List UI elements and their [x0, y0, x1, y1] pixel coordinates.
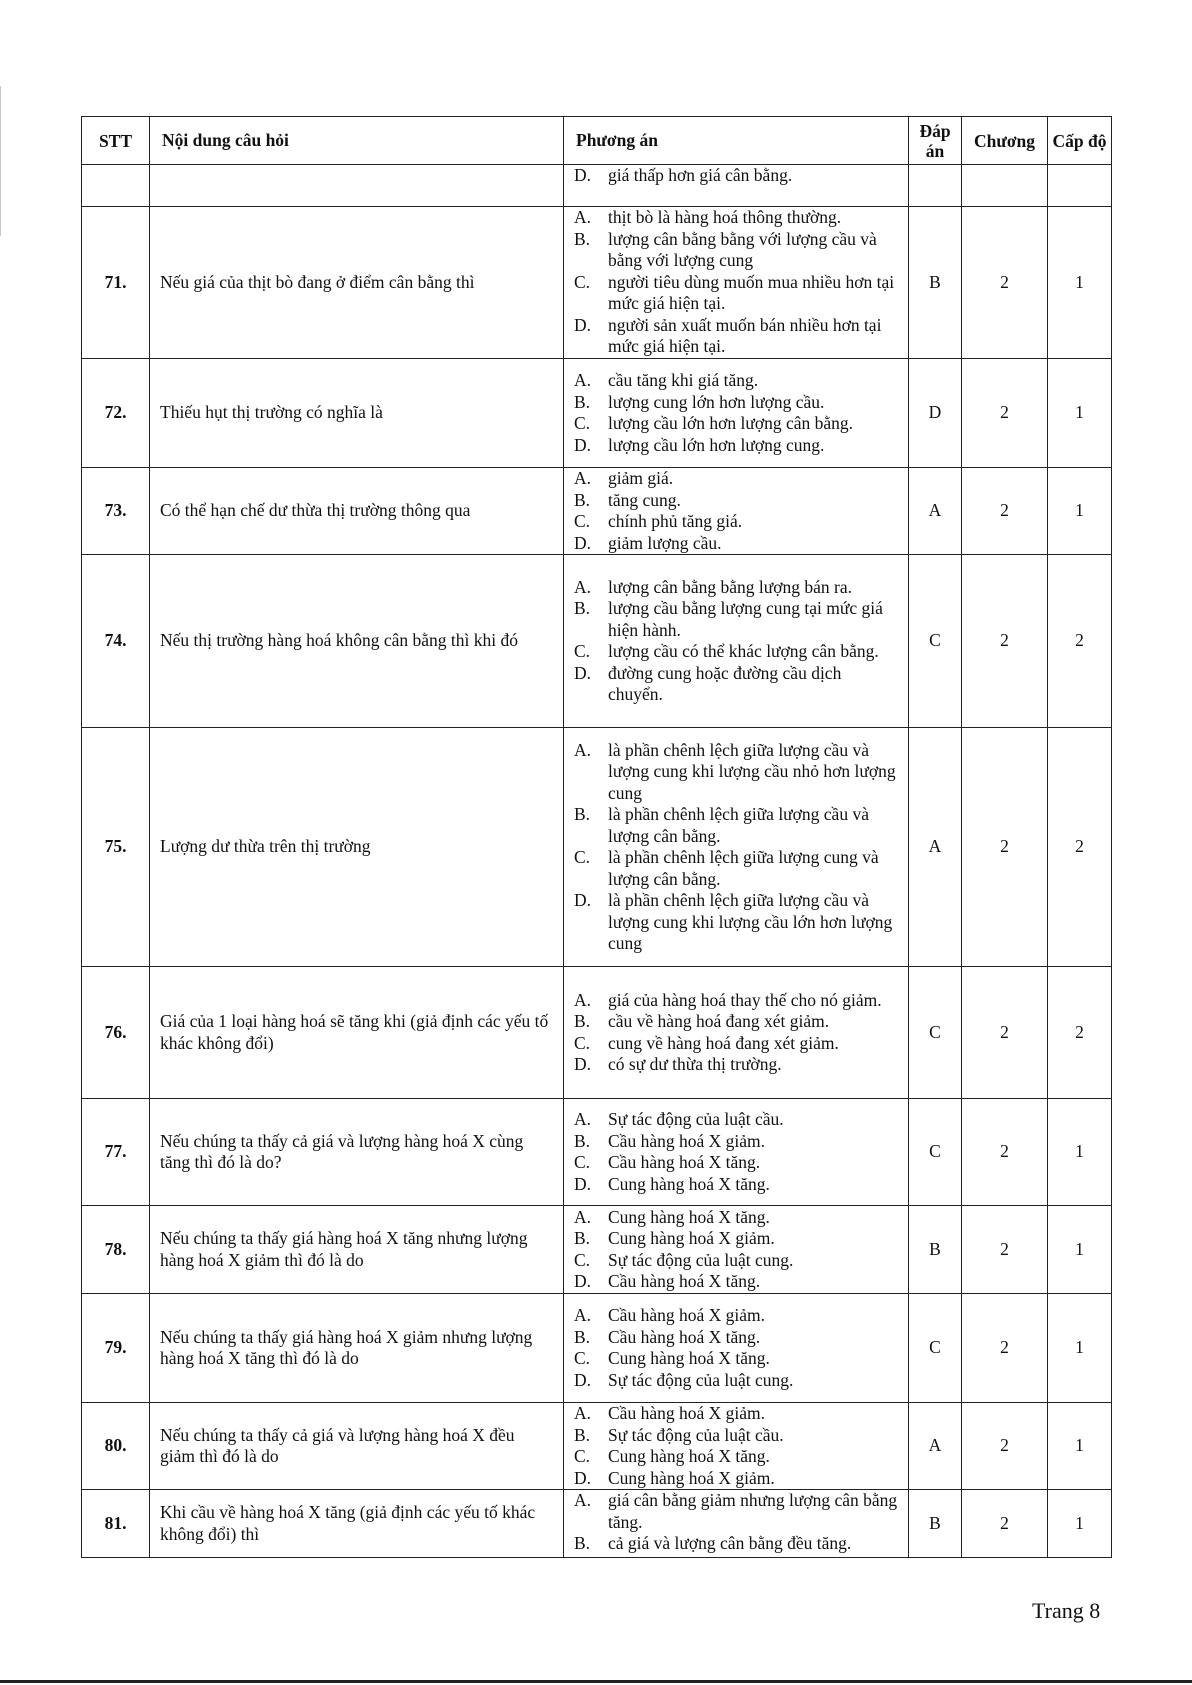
question-number: 78.: [82, 1206, 150, 1294]
option-text: Sự tác động của luật cung.: [608, 1369, 794, 1390]
question-number: 74.: [82, 555, 150, 728]
option-key: D.: [574, 1369, 592, 1390]
option-key: D.: [574, 1271, 592, 1291]
chapter-cell: 2: [962, 555, 1048, 728]
question-sheet: [81, 116, 1112, 1558]
option-text: cầu về hàng hoá đang xét giảm.: [608, 1011, 830, 1031]
option-key: A.: [574, 370, 592, 390]
chapter-cell: 2: [962, 728, 1048, 967]
option: [574, 533, 900, 555]
question-number: 77.: [82, 1099, 150, 1206]
question-row: [82, 1403, 1112, 1490]
header-answer: Đáp án: [909, 117, 962, 165]
question-text: Khi cầu về hàng hoá X tăng (giả định các yếu tố khác không đổi) thì: [150, 1490, 564, 1558]
question-number: 71.: [82, 207, 150, 359]
option: [574, 641, 900, 663]
option: [574, 370, 900, 392]
question-row: [82, 1099, 1112, 1206]
chapter-cell: 2: [962, 1294, 1048, 1403]
options-cell: [564, 1206, 909, 1294]
level-cell: 1: [1048, 468, 1112, 555]
option: [574, 1490, 900, 1533]
option-text: Cung hàng hoá X tăng.: [608, 1348, 770, 1368]
option-key: D.: [574, 662, 592, 683]
option-text: giá thấp hơn giá cân bằng.: [608, 165, 793, 185]
question-number: 79.: [82, 1294, 150, 1403]
option-text: lượng cân bằng bằng với lượng cầu và bằng với lượng cung: [608, 228, 877, 271]
option: [574, 1250, 900, 1272]
option: [574, 740, 900, 805]
option-key: A.: [574, 1109, 592, 1129]
option: [574, 1228, 900, 1250]
option-text: Cầu hàng hoá X tăng.: [608, 1271, 761, 1291]
level-cell: 1: [1048, 1294, 1112, 1403]
option-text: Sự tác động của luật cung.: [608, 1249, 794, 1270]
level-cell: 1: [1048, 1206, 1112, 1294]
option-key: B.: [574, 804, 591, 824]
option-text: lượng cân bằng bằng lượng bán ra.: [608, 576, 853, 597]
option: [574, 1207, 900, 1229]
option-text: cả giá và lượng cân bằng đều tăng.: [608, 1533, 852, 1553]
option-key: D.: [574, 890, 592, 910]
option-text: thịt bò là hàng hoá thông thường.: [608, 207, 842, 228]
option-key: A.: [574, 468, 592, 488]
option-text: Sự tác động của luật cầu.: [608, 1109, 784, 1129]
question-number: 80.: [82, 1403, 150, 1490]
option-text: Cung hàng hoá X tăng.: [608, 1173, 770, 1194]
chapter-cell: 2: [962, 359, 1048, 468]
question-text: Nếu giá của thịt bò đang ở điểm cân bằng thì: [150, 207, 564, 359]
option: [574, 468, 900, 490]
option-key: C.: [574, 1446, 591, 1466]
option-key: C.: [574, 1032, 591, 1053]
option-key: C.: [574, 847, 591, 867]
option-key: D.: [574, 1173, 592, 1194]
option: [574, 229, 900, 272]
answer-cell: B: [909, 1206, 962, 1294]
chapter-cell: 2: [962, 468, 1048, 555]
options-cell: [564, 1099, 909, 1206]
option-key: A.: [574, 1305, 592, 1325]
option: [574, 577, 900, 599]
level-cell: 1: [1048, 1403, 1112, 1490]
level-cell: 1: [1048, 359, 1112, 468]
chapter-cell: 2: [962, 207, 1048, 359]
option-text: Cầu hàng hoá X tăng.: [608, 1326, 761, 1347]
option-text: Cung hàng hoá X giảm.: [608, 1228, 775, 1248]
option-key: D.: [574, 434, 592, 455]
level-cell: 1: [1048, 1099, 1112, 1206]
option-text: chính phủ tăng giá.: [608, 511, 743, 531]
question-text: Lượng dư thừa trên thị trường: [150, 728, 564, 967]
option-text: lượng cầu lớn hơn lượng cung.: [608, 434, 825, 455]
answer-cell: C: [909, 967, 962, 1099]
option: [574, 511, 900, 533]
option: [574, 272, 900, 315]
option-text: Cầu hàng hoá X giảm.: [608, 1403, 765, 1423]
option-key: C.: [574, 641, 591, 661]
answer-cell: C: [909, 1099, 962, 1206]
answer-cell: A: [909, 728, 962, 967]
option-text: lượng cầu lớn hơn lượng cân bằng.: [608, 413, 854, 433]
option-text: giá cân bằng giảm nhưng lượng cân bằng tăng.: [608, 1490, 898, 1532]
option-text: tăng cung.: [608, 489, 681, 510]
header-options: Phương án: [564, 117, 909, 165]
continuation-row: [82, 165, 1112, 207]
option-key: A.: [574, 576, 592, 597]
options-cell: [564, 468, 909, 555]
option-text: Cung hàng hoá X tăng.: [608, 1206, 770, 1227]
option-text: lượng cầu bằng lượng cung tại mức giá hiện hành.: [608, 598, 883, 640]
option: [574, 165, 900, 187]
header-question: Nội dung câu hỏi: [150, 117, 564, 165]
question-text: Có thể hạn chế dư thừa thị trường thông qua: [150, 468, 564, 555]
option-key: D.: [574, 1054, 592, 1074]
option-text: Cung hàng hoá X tăng.: [608, 1446, 770, 1466]
option-key: B.: [574, 1228, 591, 1248]
option-text: giảm lượng cầu.: [608, 532, 722, 553]
level-cell: 2: [1048, 728, 1112, 967]
options-cell: [564, 555, 909, 728]
option: [574, 1174, 900, 1196]
question-table: [81, 116, 1112, 1558]
header-chapter: Chương: [962, 117, 1048, 165]
answer-cell: A: [909, 1403, 962, 1490]
chapter-cell: 2: [962, 1099, 1048, 1206]
option: [574, 1305, 900, 1327]
option: [574, 1403, 900, 1425]
question-row: [82, 555, 1112, 728]
option: [574, 1425, 900, 1447]
option-key: A.: [574, 1206, 592, 1227]
options-cell: [564, 967, 909, 1099]
option: [574, 847, 900, 890]
option: [574, 1011, 900, 1033]
option-key: C.: [574, 1152, 591, 1172]
option-key: D.: [574, 1467, 592, 1488]
answer-cell: D: [909, 359, 962, 468]
option: [574, 392, 900, 414]
option-key: B.: [574, 598, 591, 618]
chapter-cell: 2: [962, 1206, 1048, 1294]
option-key: B.: [574, 1011, 591, 1031]
option: [574, 1446, 900, 1468]
option-key: A.: [574, 739, 592, 760]
option: [574, 413, 900, 435]
option: [574, 1054, 900, 1076]
option-text: đường cung hoặc đường cầu dịch chuyển.: [608, 662, 842, 704]
option-key: B.: [574, 489, 591, 510]
option-text: Cầu hàng hoá X tăng.: [608, 1152, 761, 1172]
option: [574, 890, 900, 955]
options-cell: [564, 1403, 909, 1490]
question-row: [82, 1490, 1112, 1558]
page-number: Trang 8: [1032, 1598, 1101, 1623]
question-row: [82, 967, 1112, 1099]
option: [574, 663, 900, 706]
option: [574, 435, 900, 457]
option-text: giá của hàng hoá thay thế cho nó giảm.: [608, 989, 882, 1010]
option-key: B.: [574, 1130, 591, 1151]
question-text: Nếu chúng ta thấy cả giá và lượng hàng hoá X cùng tăng thì đó là do?: [150, 1099, 564, 1206]
answer-cell: C: [909, 555, 962, 728]
option-key: D.: [574, 165, 592, 185]
chapter-cell: 2: [962, 1403, 1048, 1490]
option-text: lượng cung lớn hơn lượng cầu.: [608, 391, 825, 412]
option: [574, 315, 900, 358]
option: [574, 1468, 900, 1490]
question-text: Giá của 1 loại hàng hoá sẽ tăng khi (giả định các yếu tố khác không đổi): [150, 967, 564, 1099]
option: [574, 1370, 900, 1392]
option: [574, 207, 900, 229]
option-text: Cầu hàng hoá X giảm.: [608, 1130, 765, 1151]
option-text: là phần chênh lệch giữa lượng cầu và lượng cung khi lượng cầu lớn hơn lượng cung: [608, 890, 893, 953]
header-level: Cấp độ: [1048, 117, 1112, 165]
question-text: Nếu chúng ta thấy giá hàng hoá X giảm nhưng lượng hàng hoá X tăng thì đó là do: [150, 1294, 564, 1403]
answer-cell: A: [909, 468, 962, 555]
option-key: C.: [574, 1348, 591, 1368]
option-text: cung về hàng hoá đang xét giảm.: [608, 1032, 839, 1053]
option-key: B.: [574, 391, 591, 412]
option-text: người tiêu dùng muốn mua nhiều hơn tại mức giá hiện tại.: [608, 271, 895, 314]
option: [574, 490, 900, 512]
option-text: là phần chênh lệch giữa lượng cầu và lượng cân bằng.: [608, 804, 869, 846]
question-row: [82, 1206, 1112, 1294]
answer-cell: B: [909, 207, 962, 359]
question-number: 81.: [82, 1490, 150, 1558]
option-key: C.: [574, 511, 591, 531]
question-row: [82, 468, 1112, 555]
options-cell: [564, 207, 909, 359]
option-key: A.: [574, 207, 592, 228]
option-text: giảm giá.: [608, 468, 674, 488]
option-key: B.: [574, 1533, 591, 1553]
option-key: C.: [574, 413, 591, 433]
answer-cell: C: [909, 1294, 962, 1403]
table-header-row: [82, 117, 1112, 165]
option-text: cầu tăng khi giá tăng.: [608, 370, 759, 390]
question-text: Thiếu hụt thị trường có nghĩa là: [150, 359, 564, 468]
question-number: 72.: [82, 359, 150, 468]
option-text: là phần chênh lệch giữa lượng cung và lượng cân bằng.: [608, 847, 879, 889]
question-text: Nếu chúng ta thấy cả giá và lượng hàng hoá X đều giảm thì đó là do: [150, 1403, 564, 1490]
question-row: [82, 207, 1112, 359]
option-text: người sản xuất muốn bán nhiều hơn tại mức giá hiện tại.: [608, 314, 882, 357]
header-stt: STT: [82, 117, 150, 165]
option-key: A.: [574, 1403, 592, 1423]
question-number: 75.: [82, 728, 150, 967]
option-key: B.: [574, 1326, 591, 1347]
option-key: B.: [574, 228, 591, 249]
level-cell: 2: [1048, 555, 1112, 728]
question-number: 76.: [82, 967, 150, 1099]
level-cell: 1: [1048, 207, 1112, 359]
option-key: C.: [574, 271, 591, 292]
question-row: [82, 1294, 1112, 1403]
option-text: lượng cầu có thể khác lượng cân bằng.: [608, 641, 879, 661]
level-cell: 2: [1048, 967, 1112, 1099]
option: [574, 1033, 900, 1055]
option: [574, 1271, 900, 1293]
option: [574, 1348, 900, 1370]
option-text: có sự dư thừa thị trường.: [608, 1054, 782, 1074]
option-key: A.: [574, 1490, 592, 1510]
option-key: D.: [574, 532, 592, 553]
question-number: 73.: [82, 468, 150, 555]
answer-cell: B: [909, 1490, 962, 1558]
options-cell: [564, 1490, 909, 1558]
question-text: Nếu thị trường hàng hoá không cân bằng thì khi đó: [150, 555, 564, 728]
option-key: A.: [574, 989, 592, 1010]
options-cell: [564, 728, 909, 967]
option: [574, 1533, 900, 1555]
option: [574, 1109, 900, 1131]
option: [574, 1131, 900, 1153]
option-key: B.: [574, 1424, 591, 1445]
option-key: C.: [574, 1249, 591, 1270]
question-row: [82, 359, 1112, 468]
option: [574, 598, 900, 641]
option: [574, 1327, 900, 1349]
question-text: Nếu chúng ta thấy giá hàng hoá X tăng nhưng lượng hàng hoá X giảm thì đó là do: [150, 1206, 564, 1294]
question-row: [82, 728, 1112, 967]
chapter-cell: 2: [962, 1490, 1048, 1558]
option: [574, 1152, 900, 1174]
option: [574, 804, 900, 847]
scan-margin-line: [0, 86, 1, 236]
scan-bottom-edge: [0, 1680, 1192, 1683]
option-text: Sự tác động của luật cầu.: [608, 1424, 784, 1445]
options-cell: [564, 1294, 909, 1403]
option: [574, 990, 900, 1012]
option-text: Cung hàng hoá X giảm.: [608, 1467, 775, 1488]
level-cell: 1: [1048, 1490, 1112, 1558]
option-key: D.: [574, 314, 592, 335]
option-text: Cầu hàng hoá X giảm.: [608, 1305, 765, 1325]
chapter-cell: 2: [962, 967, 1048, 1099]
option-text: là phần chênh lệch giữa lượng cầu và lượng cung khi lượng cầu nhỏ hơn lượng cung: [608, 739, 896, 803]
options-cell: [564, 359, 909, 468]
